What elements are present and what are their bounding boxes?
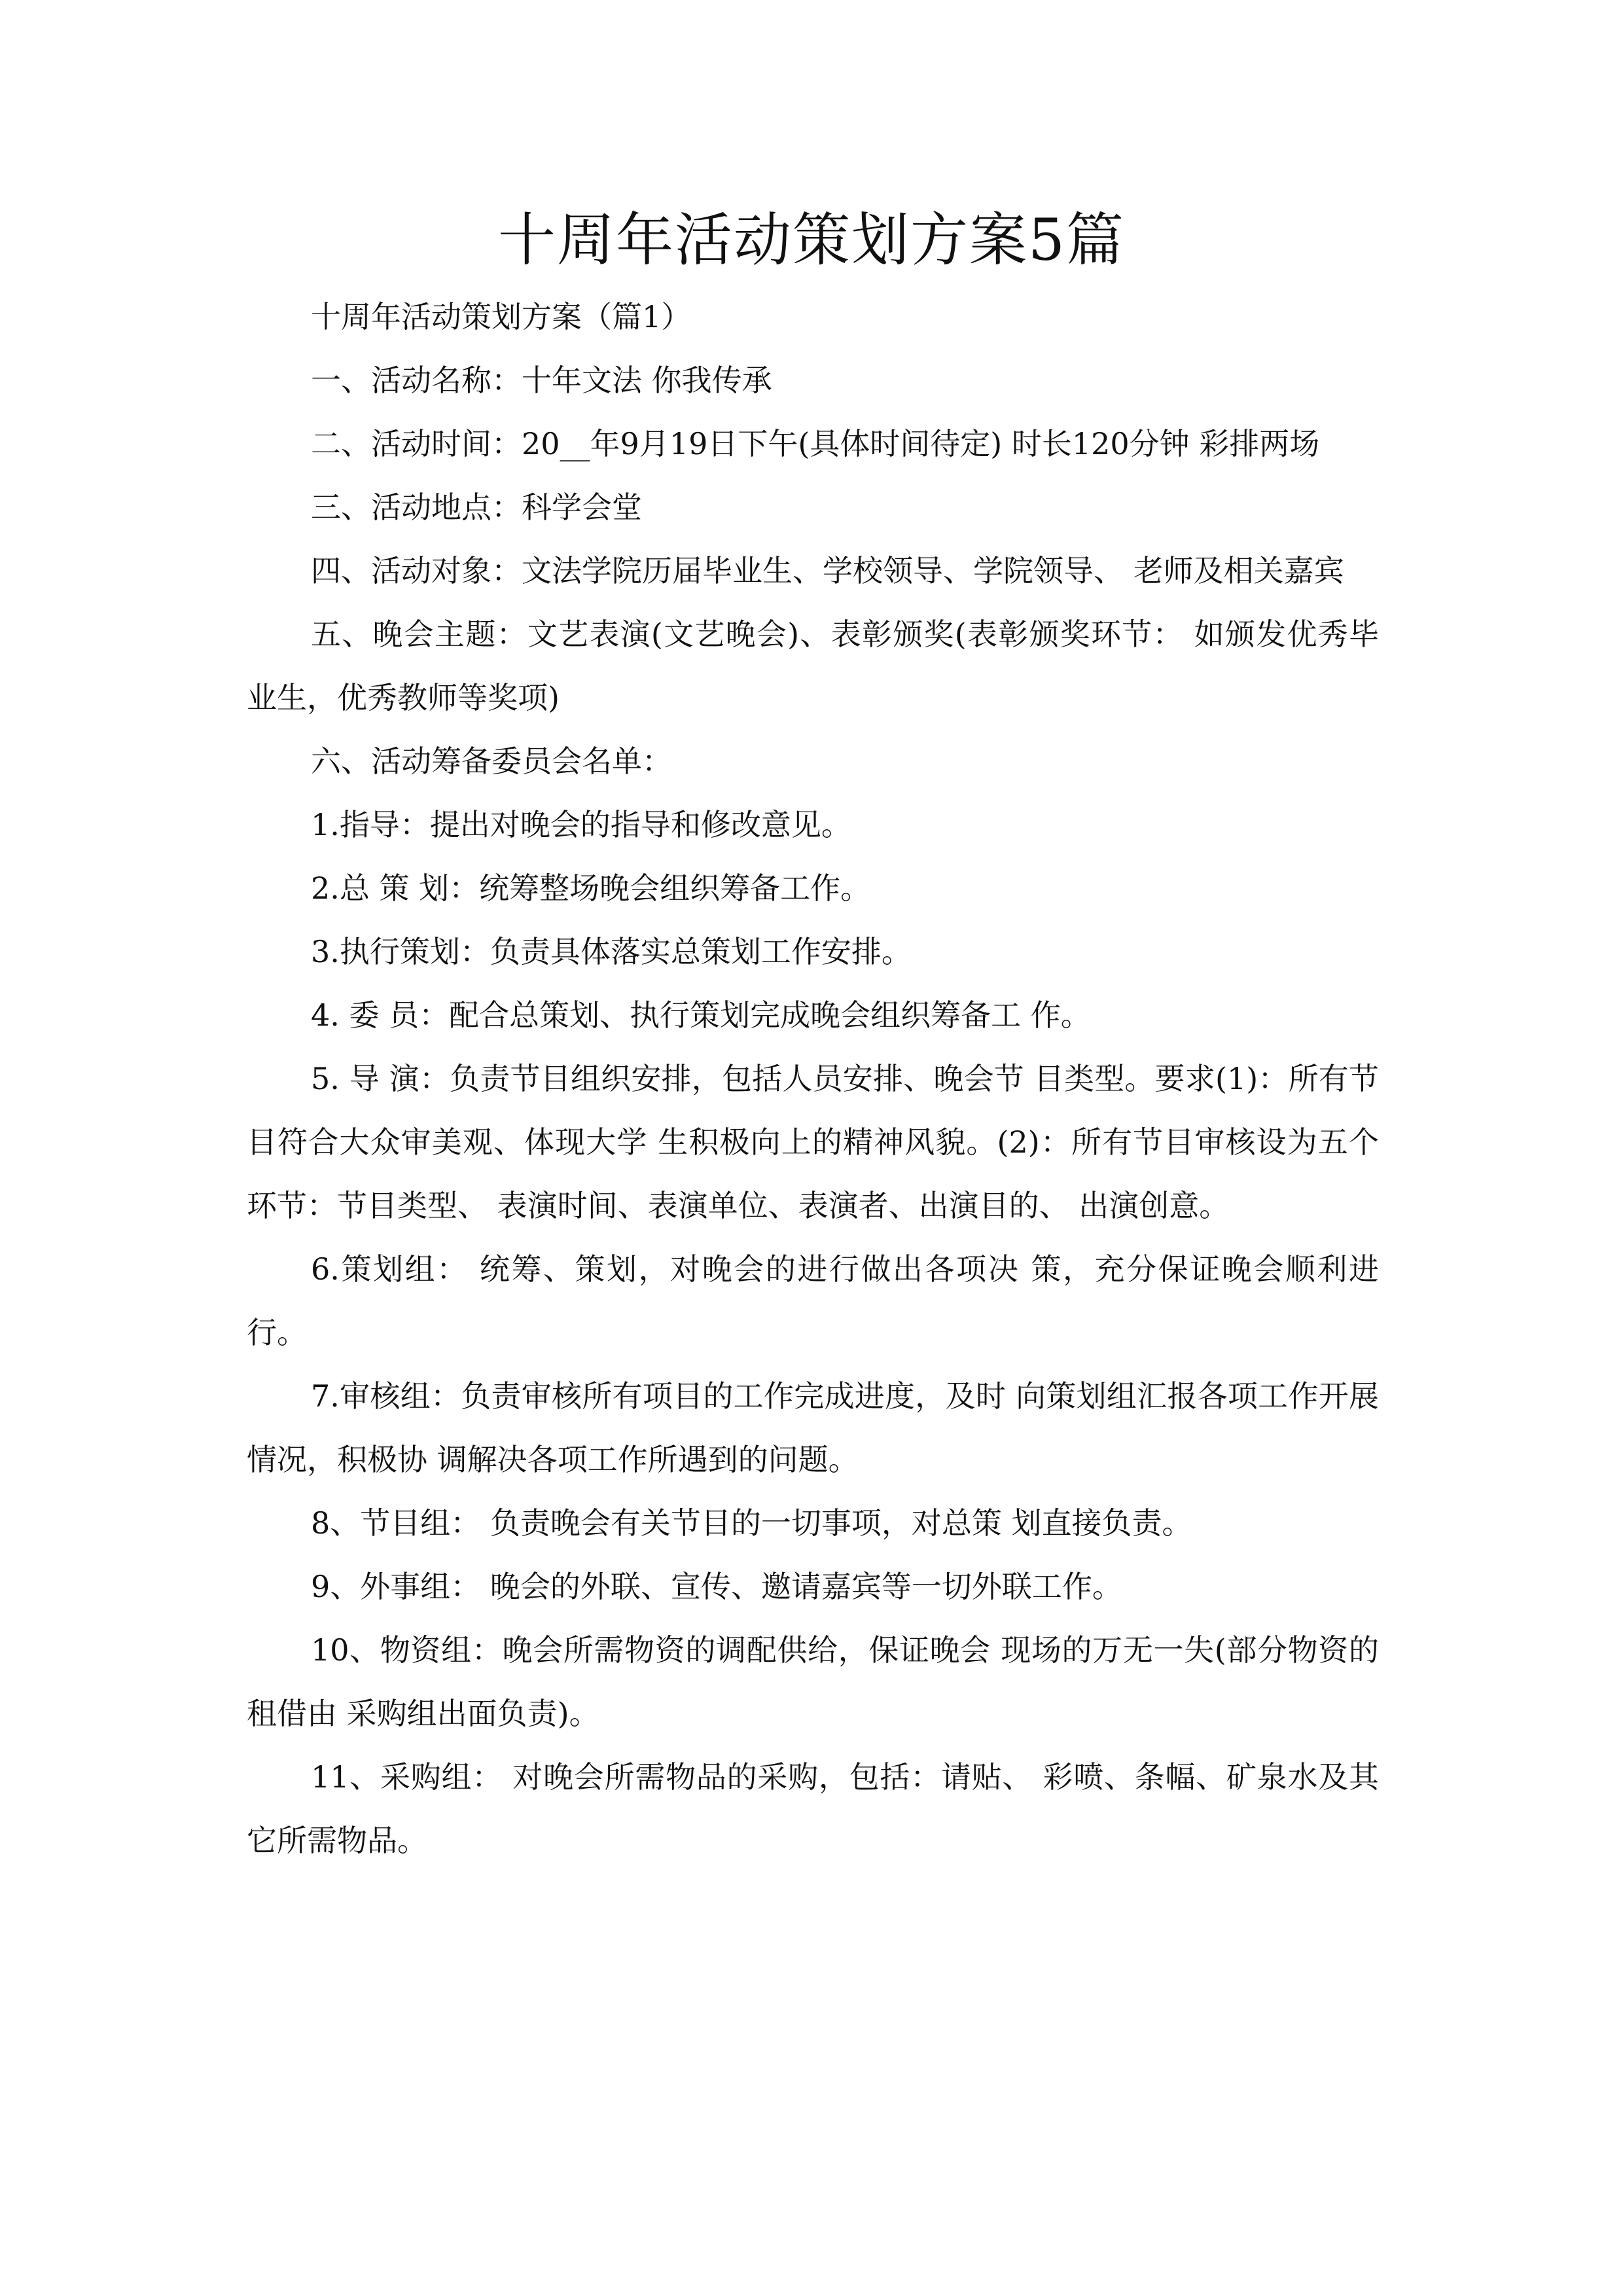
paragraph-item-review-group: 7.审核组：负责审核所有项目的工作完成进度，及时 向策划组汇报各项工作开展情况，积极协 调解决各项工作所遇到的问题。 [247,1378,1379,1477]
paragraph-item-chief-planning: 2.总 策 划：统筹整场晚会组织筹备工作。 [311,870,871,906]
paragraph-item-external-affairs-group: 9、外事组： 晚会的外联、宣传、邀请嘉宾等一切外联工作。 [311,1569,1122,1604]
document-title: 十周年活动策划方案5篇 [498,206,1125,274]
paragraph-item-guidance: 1.指导：提出对晚会的指导和修改意见。 [311,807,851,842]
paragraph-item-director: 5. 导 演：负责节目组织安排，包括人员安排、晚会节 目类型。要求(1)：所有节目符合大众审美观、体现大学 生积极向上的精神风貌。(2)：所有节目审核设为五个环节：节目类型、 表演时间、表演单位、表演者、出演目的、 出演创意。 [247,1061,1379,1223]
paragraph-item-supplies-group: 10、物资组：晚会所需物资的调配供给，保证晚会 现场的万无一失(部分物资的租借由 采购组出面负责)。 [247,1632,1379,1731]
paragraph-activity-name: 一、活动名称：十年文法 你我传承 [311,363,772,398]
paragraph-activity-time: 二、活动时间：20__年9月19日下午(具体时间待定) 时长120分钟 彩排两场 [311,426,1320,461]
paragraph-item-executive-planning: 3.执行策划：负责具体落实总策划工作安排。 [311,934,912,969]
paragraph-item-planning-group: 6.策划组： 统筹、策划，对晚会的进行做出各项决 策，充分保证晚会顺利进行。 [247,1251,1379,1350]
document-body [247,285,1379,1873]
paragraph-item-purchasing-group: 11、采购组： 对晚会所需物品的采购，包括：请贴、 彩喷、条幅、矿泉水及其它所需物品。 [247,1759,1379,1858]
paragraph-activity-audience: 四、活动对象：文法学院历届毕业生、学校领导、学院领导、 老师及相关嘉宾 [311,553,1344,588]
paragraph-item-program-group: 8、节目组： 负责晚会有关节目的一切事项，对总策 划直接负责。 [311,1505,1192,1541]
paragraph-section-heading: 十周年活动策划方案（篇1） [311,299,692,334]
paragraph-item-committee-members: 4. 委 员：配合总策划、执行策划完成晚会组织筹备工 作。 [311,997,1091,1033]
paragraph-activity-location: 三、活动地点：科学会堂 [311,490,642,525]
paragraph-committee-list: 六、活动筹备委员会名单： [311,744,672,779]
paragraph-gala-theme: 五、晚会主题：文艺表演(文艺晚会)、表彰颁奖(表彰颁奖环节： 如颁发优秀毕业生，优秀教师等奖项) [247,617,1379,715]
